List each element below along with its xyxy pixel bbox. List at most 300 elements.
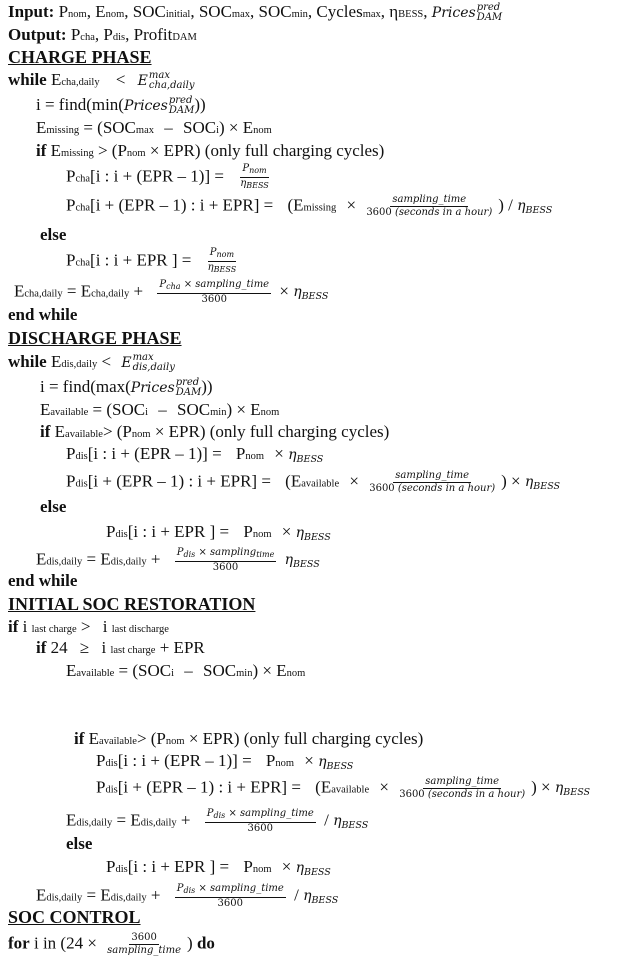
restoration-heading: INITIAL SOC RESTORATION	[8, 594, 256, 614]
prices-supsub	[477, 3, 502, 23]
sub-available: available	[99, 736, 137, 747]
den-note: (seconds in a hour)	[397, 483, 496, 494]
soc-control-for-line	[8, 932, 215, 957]
sub-dis: dis	[105, 784, 118, 796]
eta: η	[284, 552, 293, 569]
discharge-pdis-full-line	[106, 522, 331, 548]
times: ×	[281, 857, 292, 876]
num-nom: nom	[216, 250, 235, 259]
sub-i: i	[171, 668, 175, 679]
lt-symbol: <	[115, 70, 126, 89]
discharge-pdis-second-line	[66, 470, 560, 497]
range-full: [i : i + EPR ] =	[90, 250, 192, 270]
comma: ,	[94, 25, 100, 44]
var-cycles: Cycles	[316, 2, 363, 21]
sub-bess: BESS	[303, 532, 331, 543]
sub-nom: nom	[260, 407, 280, 418]
num-p: P	[242, 163, 250, 174]
discharge-edis-update-line	[36, 547, 320, 575]
pcha-sampling-fraction	[157, 279, 271, 306]
charge-while-line	[8, 70, 195, 93]
sub-dis-daily: dis,daily	[140, 817, 177, 829]
sub-dis: dis	[75, 451, 88, 462]
times: ×	[274, 444, 284, 463]
var-e: E	[100, 885, 111, 905]
restoration-pdis-second-line	[96, 776, 590, 803]
times: ×	[87, 933, 97, 953]
sub-last-charge: last charge	[110, 645, 156, 656]
eta-bess	[303, 888, 339, 907]
charge-find-line	[36, 95, 206, 116]
gt-pnom: > (P	[102, 422, 132, 441]
sub-last-discharge: last discharge	[111, 624, 169, 635]
eta-bess	[517, 198, 553, 217]
full-cycles-note: (only full charging cycles)	[209, 422, 390, 441]
sub-dis: dis	[105, 758, 118, 769]
charge-end-while: end while	[8, 305, 78, 324]
var-p: P	[243, 857, 253, 876]
var-p: P	[66, 444, 76, 463]
var-e: E	[80, 281, 92, 301]
eta-bess	[296, 525, 331, 541]
plus: +	[150, 885, 161, 905]
for-range-text: i in (24	[33, 933, 84, 953]
minus: –	[158, 400, 167, 419]
sub-missing: missing	[46, 125, 80, 136]
charge-emissing-line	[36, 118, 272, 141]
open-e: (E	[315, 777, 332, 797]
sub-cha-daily: cha,daily	[61, 77, 100, 88]
sampling-fraction	[367, 470, 497, 495]
hours-fraction	[105, 932, 183, 957]
sub-nom: nom	[131, 429, 151, 440]
num-3600: 3600	[131, 932, 157, 943]
emax-symbol: E	[137, 73, 148, 89]
sub-initial: initial	[165, 9, 191, 20]
if-keyword: if	[74, 729, 85, 748]
sub-nom: nom	[253, 125, 272, 136]
sub-dis-daily: dis,daily	[110, 892, 147, 904]
var-profit: Profit	[133, 25, 173, 44]
times: ×	[279, 281, 289, 301]
times-epr: × EPR)	[154, 422, 206, 441]
times: ×	[349, 471, 359, 491]
sub-available: available	[331, 784, 370, 796]
var-p: P	[96, 751, 106, 770]
discharge-end-while: end while	[8, 571, 78, 590]
soc-control-heading: SOC CONTROL	[8, 907, 141, 927]
range-full: [i : i + EPR ] =	[127, 857, 230, 876]
close-enom: ) × E	[252, 661, 287, 680]
sub-bess: BESS	[326, 761, 354, 772]
sub-nom: nom	[68, 9, 87, 20]
var-e: E	[54, 422, 66, 441]
sub-max: max	[362, 9, 381, 20]
open-soc: = (SOC	[92, 400, 146, 419]
sub-cha: cha	[75, 202, 91, 214]
var-p: P	[106, 522, 116, 541]
sub-nom: nom	[252, 529, 272, 540]
var-e: E	[88, 729, 100, 748]
charge-else: else	[40, 225, 67, 244]
den-bess: BESS	[213, 265, 237, 274]
restoration-if24-line	[36, 638, 205, 661]
restoration-pdis-first-line	[96, 751, 353, 777]
sub-bess: BESS	[292, 559, 320, 571]
equals: =	[86, 885, 97, 905]
den-3600: 3600	[369, 483, 395, 494]
sub-cha: cha	[80, 32, 95, 43]
sub-dis: dis	[75, 478, 88, 490]
sub-missing: missing	[61, 148, 94, 159]
pdis-sampling-fraction	[205, 808, 316, 835]
prices-symbol: Prices	[431, 5, 476, 21]
gt-symbol: >	[80, 617, 91, 636]
sub-max: max	[135, 125, 154, 136]
prices-supsub	[169, 96, 194, 116]
sub-i: i	[145, 407, 149, 418]
sub-dis-daily: dis,daily	[76, 817, 113, 829]
restoration-pdis-full-line	[106, 857, 331, 883]
open-e: (E	[287, 195, 304, 215]
plus: +	[180, 810, 191, 830]
sub-missing: missing	[303, 202, 337, 214]
range-second: [i + (EPR – 1) : i + EPR] =	[117, 777, 301, 797]
var-soc: SOC	[258, 2, 292, 21]
num-times-sampling: × sampling	[198, 547, 257, 558]
slash: /	[324, 810, 329, 830]
var-p: P	[235, 444, 246, 463]
sub-available: available	[65, 429, 103, 440]
times-epr: × EPR)	[149, 141, 201, 160]
sub-dis: dis	[115, 529, 128, 540]
var-e: E	[40, 400, 51, 419]
num-sampling-time: sampling_time	[392, 194, 467, 205]
plus-epr: + EPR	[159, 638, 205, 657]
prices-symbol: Prices	[130, 380, 175, 396]
discharge-else: else	[40, 497, 67, 516]
var-soc: SOC	[177, 400, 211, 419]
num-times-sampling: × sampling_time	[183, 279, 270, 290]
num-times-sampling: × sampling_time	[198, 883, 284, 894]
var-e: E	[14, 281, 25, 301]
eta-bess	[333, 813, 369, 832]
minus: –	[164, 118, 173, 137]
charge-pcha-full-line	[66, 247, 242, 276]
num-p: P	[159, 279, 167, 290]
close-paren: ))	[201, 377, 213, 396]
var-p: P	[103, 25, 113, 44]
sub-nom: nom	[252, 864, 272, 875]
den-3600: 3600	[217, 898, 243, 909]
equals: =	[116, 810, 127, 830]
den-eta: η	[240, 178, 247, 189]
sub-dam: DAM	[168, 105, 195, 117]
find-min-text: i = find(min(	[36, 95, 124, 114]
sub-dis: dis	[115, 864, 128, 875]
sub-nom: nom	[275, 758, 295, 769]
eta: η	[318, 754, 327, 770]
eta-bess	[296, 860, 331, 876]
range-first: [i : i + (EPR – 1)] =	[117, 751, 252, 770]
comma: ,	[124, 2, 129, 21]
sub-dis-daily: dis,daily	[132, 362, 175, 374]
den-3600: 3600	[201, 294, 227, 305]
sub-dam: DAM	[175, 387, 202, 399]
sub-cha-daily: cha,daily	[91, 288, 130, 300]
sub-available: available	[301, 478, 340, 490]
times: ×	[346, 195, 357, 215]
sub-dis: dis	[112, 32, 126, 43]
sub-bess: BESS	[296, 454, 324, 465]
discharge-if-line	[40, 422, 389, 445]
prices-symbol: Prices	[123, 98, 168, 114]
eta-bess	[293, 284, 329, 303]
range-first: [i : i + (EPR – 1)] =	[90, 166, 224, 186]
eta: η	[293, 284, 302, 301]
den-3600: 3600	[247, 823, 273, 834]
pdis-sampling-fraction	[175, 883, 286, 910]
sub-bess: BESS	[303, 867, 331, 878]
charge-if-line	[36, 141, 384, 164]
restoration-edis-update-line	[66, 808, 368, 836]
gt-pnom: > (P	[97, 141, 127, 160]
num-p: P	[209, 247, 217, 258]
restoration-else: else	[66, 834, 93, 853]
comma: ,	[125, 25, 130, 44]
sup-pred: pred	[476, 2, 501, 14]
close-paren: ))	[194, 95, 206, 114]
range-full: [i : i + EPR ] =	[127, 522, 230, 541]
discharge-while-line	[8, 352, 175, 375]
comma: ,	[86, 2, 91, 21]
times-epr: × EPR)	[188, 729, 240, 748]
sub-i: i	[216, 125, 219, 136]
eta-bess	[288, 447, 323, 463]
den-3600: 3600	[366, 207, 392, 218]
value-24: 24	[50, 638, 68, 657]
emax-symbol: E	[121, 355, 132, 371]
comma: ,	[380, 2, 386, 21]
num-p: P	[206, 808, 214, 819]
discharge-pdis-first-line	[66, 444, 323, 470]
close-paren: )	[498, 195, 504, 215]
sub-bess: BESS	[398, 9, 424, 20]
close-enom: ) × E	[218, 118, 254, 137]
restoration-eavailable-line	[66, 661, 305, 684]
while-keyword: while	[8, 352, 47, 371]
equals: =	[66, 281, 77, 301]
var-e: E	[36, 549, 47, 569]
den-3600: 3600	[212, 562, 239, 573]
restoration-inner-if-line	[74, 729, 423, 752]
comma: ,	[250, 2, 255, 21]
eta: η	[295, 860, 304, 876]
equals: =	[86, 549, 97, 569]
var-i: i	[102, 617, 108, 636]
times: ×	[304, 751, 314, 770]
close-paren: )	[531, 777, 537, 797]
do-keyword: do	[196, 933, 215, 953]
for-keyword: for	[8, 933, 30, 953]
var-e: E	[36, 885, 47, 905]
comma: ,	[190, 2, 195, 21]
var-e: E	[66, 661, 77, 680]
open-e: (E	[285, 471, 302, 491]
emax-supsub	[149, 71, 195, 91]
full-cycles-note: (only full charging cycles)	[204, 141, 385, 160]
find-max-text: i = find(max(	[40, 377, 131, 396]
close-paren: )	[187, 933, 193, 953]
sampling-fraction	[397, 776, 527, 801]
sub-min: min	[210, 407, 227, 418]
var-p: P	[66, 250, 76, 270]
sub-dam: DAM	[476, 12, 503, 24]
num-sampling-time: sampling_time	[425, 776, 500, 787]
full-cycles-note: (only full charging cycles)	[243, 729, 424, 748]
sub-bess: BESS	[563, 787, 591, 799]
var-i: i	[22, 617, 28, 636]
sub-nom: nom	[126, 148, 146, 159]
num-sub-cha: cha	[166, 282, 181, 291]
input-line	[8, 2, 502, 25]
close-paren: )	[501, 471, 507, 491]
var-e: E	[95, 2, 106, 21]
gt-pnom: > (P	[136, 729, 166, 748]
sub-available: available	[50, 407, 89, 418]
var-soc: SOC	[203, 661, 237, 680]
sup-pred: pred	[168, 95, 193, 107]
eta: η	[517, 198, 526, 215]
sub-cha-daily: cha,daily	[24, 288, 63, 300]
if-keyword: if	[36, 638, 47, 657]
charge-echa-update-line	[14, 279, 328, 307]
if-keyword: if	[36, 141, 47, 160]
eta: η	[288, 447, 297, 463]
sub-bess: BESS	[341, 820, 369, 832]
if-keyword: if	[40, 422, 51, 441]
pnom-over-eta-fraction	[206, 247, 239, 276]
discharge-eavailable-line	[40, 400, 279, 423]
sub-available: available	[76, 668, 115, 679]
den-note: (seconds in a hour)	[394, 207, 493, 218]
eta: η	[295, 525, 304, 541]
sup-pred: pred	[175, 377, 200, 389]
times: ×	[379, 777, 389, 797]
var-i: i	[101, 638, 107, 657]
pdis-sampling-fraction	[175, 547, 277, 574]
sub-nom: nom	[245, 451, 265, 462]
open-soc: = (SOC	[118, 661, 172, 680]
discharge-phase-heading: DISCHARGE PHASE	[8, 328, 182, 348]
if-keyword: if	[8, 617, 19, 636]
num-sub-time: time	[256, 550, 275, 559]
sub-dam: DAM	[172, 32, 197, 43]
var-p: P	[106, 857, 116, 876]
sub-nom: nom	[165, 736, 185, 747]
var-e: E	[100, 549, 111, 569]
num-sub-dis: dis	[183, 886, 196, 895]
sub-nom: nom	[105, 9, 125, 20]
num-nom: nom	[249, 166, 267, 175]
times: ×	[511, 471, 521, 491]
eta: η	[333, 813, 342, 830]
eta-bess	[318, 754, 353, 770]
den-bess: BESS	[246, 181, 269, 190]
eta-bess	[524, 474, 561, 493]
sub-last-charge: last charge	[31, 624, 77, 635]
sub-cha-daily: cha,daily	[148, 80, 195, 92]
sub-min: min	[236, 668, 253, 679]
input-label: Input:	[8, 2, 55, 21]
discharge-find-line	[40, 377, 213, 398]
var-soc: SOC	[182, 118, 217, 137]
sub-dis-daily: dis,daily	[46, 892, 83, 904]
num-times-sampling: × sampling_time	[228, 808, 314, 819]
sub-dis-daily: dis,daily	[61, 359, 98, 370]
times: ×	[541, 777, 551, 797]
minus: –	[184, 661, 193, 680]
output-label: Output:	[8, 25, 67, 44]
sampling-fraction	[364, 194, 494, 219]
charge-phase-heading: CHARGE PHASE	[8, 47, 152, 67]
sub-min: min	[291, 9, 308, 20]
slash: /	[294, 885, 299, 905]
sub-dis-daily: dis,daily	[46, 556, 83, 568]
var-p: P	[265, 751, 276, 770]
sub-max: max	[231, 9, 250, 20]
sub-bess: BESS	[301, 291, 329, 303]
num-sub-dis: dis	[213, 811, 226, 820]
sub-bess: BESS	[311, 895, 339, 907]
output-line	[8, 25, 197, 48]
eta: η	[554, 780, 564, 797]
den-eta: η	[207, 262, 214, 273]
restoration-if-line	[8, 617, 169, 640]
plus: +	[150, 549, 161, 569]
comma: ,	[423, 2, 428, 21]
den-3600: 3600	[399, 789, 425, 800]
den-note: (seconds in a hour)	[427, 789, 526, 800]
sub-dis-daily: dis,daily	[110, 556, 147, 568]
charge-pcha-first-line	[66, 163, 275, 192]
eta-bess	[554, 780, 591, 799]
ge-symbol: ≥	[79, 638, 90, 657]
eta-symbol: η	[389, 2, 399, 21]
close-enom: ) × E	[226, 400, 261, 419]
range-first: [i : i + (EPR – 1)] =	[87, 444, 222, 463]
slash: /	[508, 195, 513, 215]
while-keyword: while	[8, 70, 47, 89]
range-second: [i + (EPR – 1) : i + EPR] =	[90, 195, 274, 215]
comma: ,	[307, 2, 313, 21]
var-e: E	[130, 810, 141, 830]
var-soc: SOC	[132, 2, 166, 21]
var-e: E	[50, 70, 62, 89]
times: ×	[281, 522, 292, 541]
eta-bess	[284, 552, 320, 571]
var-e: E	[66, 810, 77, 830]
plus: +	[133, 281, 144, 301]
range-second: [i + (EPR – 1) : i + EPR] =	[87, 471, 271, 491]
sup-max: max	[148, 70, 170, 82]
sub-bess: BESS	[533, 481, 561, 493]
sup-max: max	[132, 352, 154, 364]
sub-nom: nom	[286, 668, 306, 679]
var-e: E	[36, 118, 47, 137]
var-p: P	[66, 166, 76, 186]
sub-cha: cha	[75, 173, 91, 185]
